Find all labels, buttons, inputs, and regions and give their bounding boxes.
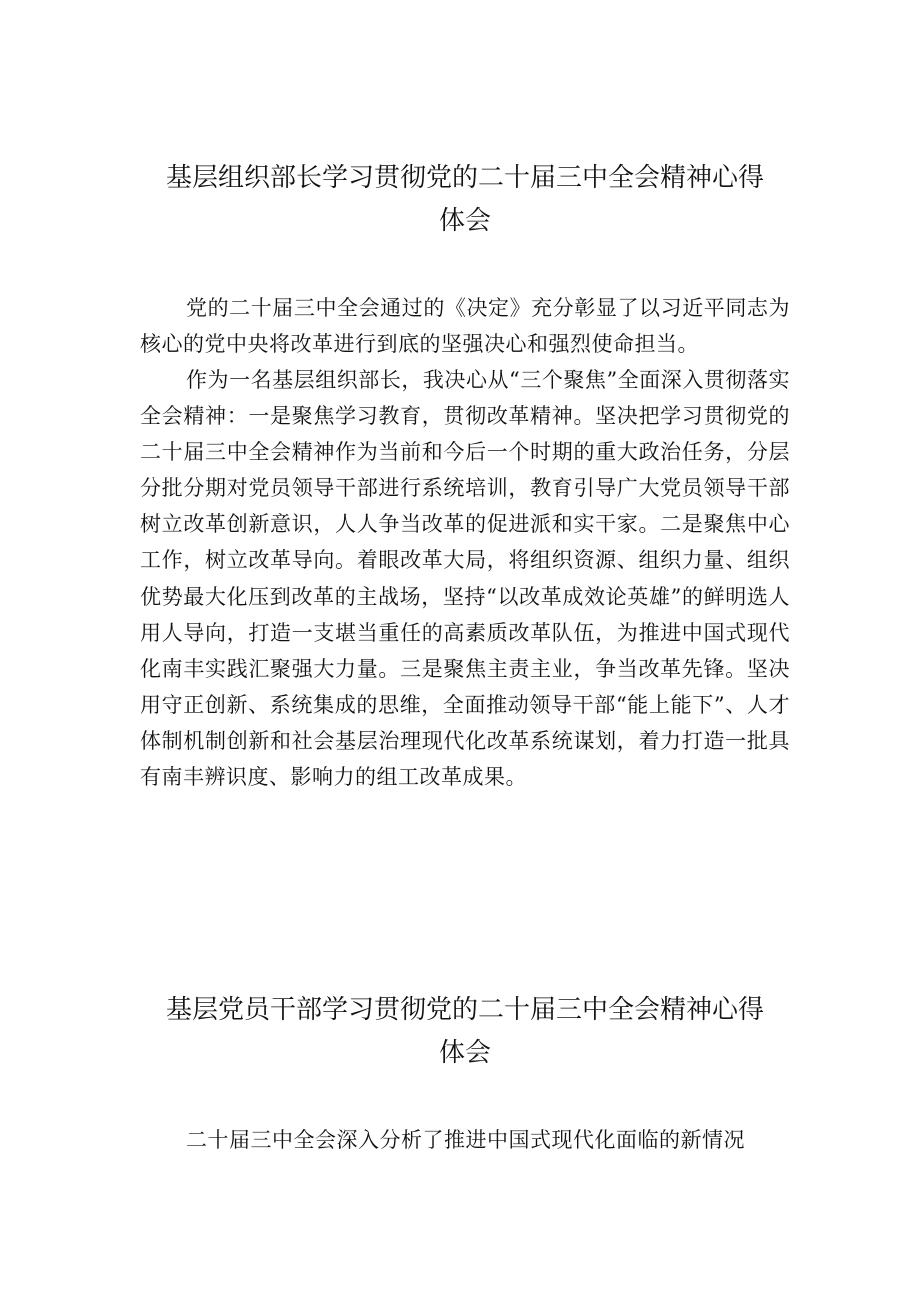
section1-title bbox=[140, 157, 790, 243]
section2-title-line2: 体会 bbox=[438, 1038, 491, 1068]
section2-title-line1: 基层党员干部学习贯彻党的二十届三中全会精神心得 bbox=[165, 995, 764, 1025]
section1-title-line1: 基层组织部长学习贯彻党的二十届三中全会精神心得 bbox=[165, 163, 764, 193]
section2-title bbox=[140, 989, 790, 1075]
section1-paragraph-1: 党的二十届三中全会通过的《决定》充分彰显了以习近平同志为核心的党中央将改革进行到底的坚强决心和强烈使命担当。 bbox=[140, 296, 790, 357]
section2-paragraph-1: 二十届三中全会深入分析了推进中国式现代化面临的新情况 bbox=[186, 1128, 745, 1152]
section1-paragraph-2: 作为一名基层组织部长，我决心从“三个聚焦”全面深入贯彻落实全会精神：一是聚焦学习教育，贯彻改革精神。坚决把学习贯彻党的二十届三中全会精神作为当前和今后一个时期的重大政治任务，分层分批分期对党员领导干部进行系统培训，教育引导广大党员领导干部树立改革创新意识，人人争当改革的促进派和实干家。二是聚焦中心工作，树立改革导向。着眼改革大局，将组织资源、组织力量、组织优势最大化压到改革的主战场，坚持“以改革成效论英雄”的鲜明选人用人导向，打造一支堪当重任的高素质改革队伍，为推进中国式现代化南丰实践汇聚强大力量。三是聚焦主责主业，争当改革先锋。坚决用守正创新、系统集成的思维，全面推动领导干部“能上能下”、人才体制机制创新和社会基层治理现代化改革系统谋划，着力打造一批具有南丰辨识度、影响力的组工改革成果。 bbox=[140, 368, 790, 790]
section1-title-line2: 体会 bbox=[438, 206, 491, 236]
